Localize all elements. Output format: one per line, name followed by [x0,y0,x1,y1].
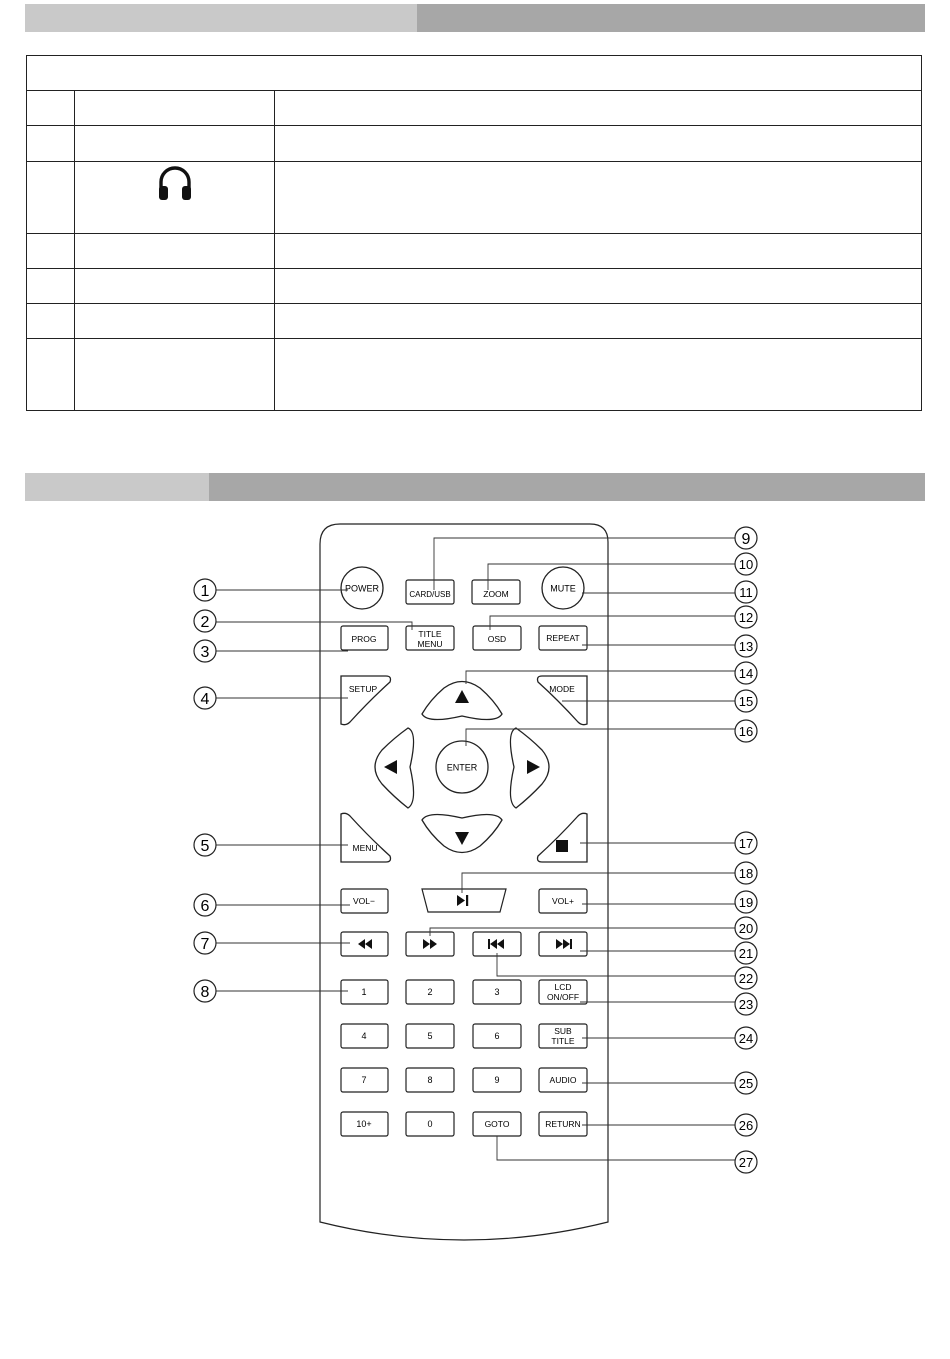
zoom-button[interactable] [472,580,520,604]
enter-label: ENTER [446,762,478,773]
lcd-on-off-button[interactable] [539,980,587,1004]
number-1-label: 1 [361,987,367,997]
callout-6 [194,894,216,916]
return-label: RETURN [545,1119,581,1129]
prog-button[interactable] [341,626,388,650]
svg-text:3: 3 [200,644,210,661]
stop-icon [556,840,568,852]
number-3-button[interactable] [473,980,521,1004]
svg-text:2: 2 [200,614,210,631]
callout-24 [735,1027,757,1049]
repeat-button[interactable] [539,626,587,650]
subtitle-label-2: TITLE [551,1036,575,1046]
callout-20 [735,917,757,939]
mute-button-label: MUTE [550,583,576,594]
svg-text:11: 11 [739,585,753,600]
callout-25 [735,1072,757,1094]
subtitle-button[interactable] [539,1024,587,1048]
callout-22 [735,967,757,989]
pause-bar-icon [466,895,468,906]
number-5-button[interactable] [406,1024,454,1048]
callout-9 [735,527,757,549]
callout-23 [735,993,757,1015]
mode-label: MODE [549,684,575,694]
card-usb-button[interactable] [406,580,454,604]
number-0-button[interactable] [406,1112,454,1136]
number-1-button[interactable] [341,980,388,1004]
svg-text:22: 22 [738,971,754,986]
power-button[interactable] [341,567,383,609]
callout-2 [194,610,216,632]
number-6-label: 6 [494,1031,500,1041]
svg-text:27: 27 [738,1155,754,1170]
number-7-label: 7 [361,1075,367,1085]
setup-label: SETUP [348,684,378,694]
svg-text:5: 5 [200,838,210,855]
callout-12 [735,606,757,628]
title-menu-label-1: TITLE [418,629,442,639]
next-bar-icon [570,939,572,949]
callout-16 [735,720,757,742]
svg-text:9: 9 [741,531,751,548]
callout-5 [194,834,216,856]
rewind-button[interactable] [341,932,388,956]
osd-button[interactable] [473,626,521,650]
number-0-label: 0 [427,1119,433,1129]
svg-text:18: 18 [738,866,754,881]
vol-plus-label: VOL+ [552,896,574,906]
callout-18 [735,862,757,884]
svg-text:24: 24 [738,1031,754,1046]
vol-minus-label: VOL− [353,896,375,906]
audio-label: AUDIO [549,1075,577,1085]
svg-text:23: 23 [738,997,754,1012]
power-button-label: POWER [344,583,380,594]
number-5-label: 5 [427,1031,433,1041]
next-button[interactable] [539,932,587,956]
goto-button[interactable] [473,1112,521,1136]
svg-text:21: 21 [738,946,754,961]
number-4-label: 4 [361,1031,367,1041]
callout-10 [735,553,757,575]
callout-7 [194,932,216,954]
callout-8 [194,980,216,1002]
repeat-label: REPEAT [546,633,580,643]
callout-21 [735,942,757,964]
svg-text:14: 14 [738,666,754,681]
svg-text:1: 1 [200,583,210,600]
vol-plus-button[interactable] [539,889,587,913]
osd-label: OSD [487,634,507,644]
number-3-label: 3 [494,987,500,997]
lcd-label-1: LCD [554,982,572,992]
svg-text:26: 26 [738,1118,754,1133]
previous-bar-icon [488,939,490,949]
callout-4 [194,687,216,709]
callout-3 [194,640,216,662]
callout-15 [735,690,757,712]
title-menu-label-2: MENU [417,639,443,649]
svg-text:8: 8 [200,984,210,1001]
play-pause-button[interactable] [422,889,506,912]
subtitle-label-1: SUB [554,1026,572,1036]
svg-text:16: 16 [738,724,754,739]
callout-1 [194,579,216,601]
previous-button[interactable] [473,932,521,956]
card-usb-label: CARD/USB [409,590,451,599]
enter-button[interactable] [436,741,488,793]
svg-text:4: 4 [200,691,210,708]
svg-text:10: 10 [738,557,754,572]
callout-27 [735,1151,757,1173]
svg-text:17: 17 [738,836,754,851]
svg-text:25: 25 [738,1076,754,1091]
svg-text:19: 19 [738,895,754,910]
number-9-label: 9 [494,1075,500,1085]
ten-plus-label: 10+ [356,1119,372,1129]
callout-14 [735,662,757,684]
number-4-button[interactable] [341,1024,388,1048]
mute-button[interactable] [542,567,584,609]
ten-plus-button[interactable] [341,1112,388,1136]
callout-13 [735,635,757,657]
number-8-label: 8 [427,1075,433,1085]
svg-text:12: 12 [738,610,754,625]
number-8-button[interactable] [406,1068,454,1092]
svg-text:15: 15 [738,694,754,709]
vol-minus-button[interactable] [341,889,388,913]
title-menu-button[interactable] [406,626,454,650]
svg-text:6: 6 [200,898,210,915]
callout-17 [735,832,757,854]
svg-text:7: 7 [200,936,210,953]
svg-text:13: 13 [738,639,754,654]
number-2-label: 2 [427,987,433,997]
callout-26 [735,1114,757,1136]
audio-button[interactable] [539,1068,587,1092]
return-button[interactable] [539,1112,587,1136]
callout-11 [735,581,757,603]
number-9-button[interactable] [473,1068,521,1092]
callout-19 [735,891,757,913]
number-7-button[interactable] [341,1068,388,1092]
menu-label: MENU [352,843,378,853]
svg-text:20: 20 [738,921,754,936]
number-2-button[interactable] [406,980,454,1004]
lcd-label-2: ON/OFF [546,992,580,1002]
goto-label: GOTO [484,1119,510,1129]
zoom-label: ZOOM [483,589,509,599]
number-6-button[interactable] [473,1024,521,1048]
prog-label: PROG [351,634,377,644]
